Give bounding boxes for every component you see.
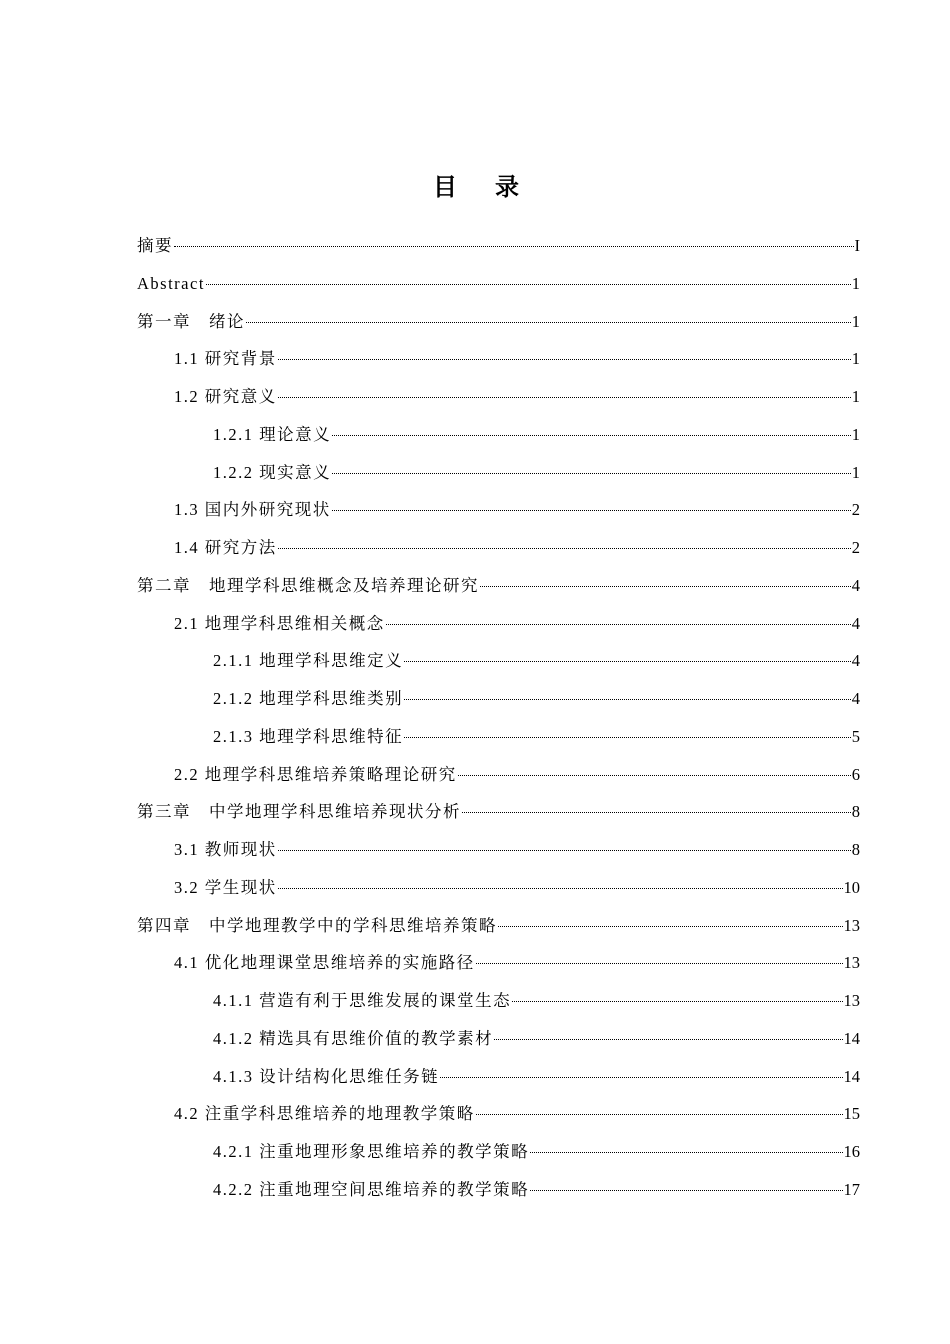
dot-leader: [246, 322, 851, 323]
toc-entry-page-number: 16: [843, 1142, 860, 1161]
toc-entry-page-number: 2: [851, 538, 860, 557]
toc-entry-label: 1.2 研究意义: [174, 387, 277, 406]
dot-leader: [278, 359, 851, 360]
dot-leader: [332, 435, 851, 436]
dot-leader: [278, 850, 851, 851]
toc-entry[interactable]: [137, 340, 860, 378]
toc-entry[interactable]: [137, 265, 860, 303]
toc-entry-page-number: 13: [843, 953, 860, 973]
dot-leader: [476, 1114, 843, 1115]
toc-entry-label: 3.1 教师现状: [174, 840, 277, 859]
toc-entry-page-number: 10: [843, 877, 860, 897]
dot-leader: [530, 1152, 842, 1153]
toc-entry-label: 2.1.1 地理学科思维定义: [213, 651, 404, 671]
toc-entry[interactable]: [137, 1095, 860, 1133]
toc-entry[interactable]: [137, 831, 860, 869]
toc-entry[interactable]: [137, 793, 860, 831]
dot-leader: [404, 737, 851, 738]
dot-leader: [174, 246, 854, 247]
toc-entry[interactable]: [137, 491, 860, 529]
toc-entry-page-number: 4: [851, 651, 860, 671]
toc-entry-label: 4.1.1 营造有利于思维发展的课堂生态: [213, 991, 512, 1010]
page-title: 目录: [433, 173, 557, 201]
dot-leader: [476, 963, 843, 964]
toc-entry[interactable]: [137, 642, 860, 680]
toc-entry-label: 4.1.3 设计结构化思维任务链: [213, 1066, 440, 1086]
toc-entry-label: 4.2 注重学科思维培养的地理教学策略: [174, 1104, 475, 1124]
toc-entry-label: 2.1.2 地理学科思维类别: [213, 689, 404, 708]
toc-entry-label: 1.2.2 现实意义: [213, 462, 332, 482]
toc-entry-label: 摘要: [137, 236, 173, 255]
toc-entry-label: 2.2 地理学科思维培养策略理论研究: [174, 764, 457, 784]
toc-entry-page-number: 1: [851, 424, 860, 444]
dot-leader: [462, 812, 851, 813]
toc-entry-page-number: 8: [851, 802, 860, 822]
toc-entry-label: 4.1 优化地理课堂思维培养的实施路径: [174, 953, 475, 973]
toc-entry-page-number: 1: [851, 311, 860, 331]
toc-entry-label: 第二章 地理学科思维概念及培养理论研究: [137, 575, 479, 595]
dot-leader: [494, 1039, 842, 1040]
toc-entry-page-number: I: [854, 236, 860, 255]
toc-entry-page-number: 13: [843, 991, 860, 1010]
toc-entry-page-number: 14: [843, 1066, 860, 1086]
dot-leader: [278, 888, 843, 889]
toc-entry-page-number: 14: [843, 1028, 860, 1048]
dot-leader: [404, 661, 851, 662]
toc-entry-page-number: 1: [851, 349, 860, 369]
dot-leader: [440, 1077, 842, 1078]
toc-entry[interactable]: [137, 718, 860, 756]
toc-entry-label: 1.4 研究方法: [174, 538, 277, 557]
toc-entry-label: 4.1.2 精选具有思维价值的教学素材: [213, 1028, 494, 1048]
toc-entry-page-number: 15: [843, 1104, 860, 1124]
toc-entry[interactable]: [137, 1133, 860, 1171]
toc-entry[interactable]: [137, 756, 860, 794]
toc-entry-page-number: 1: [851, 387, 860, 406]
dot-leader: [480, 586, 851, 587]
toc-entry[interactable]: [137, 416, 860, 454]
toc-entry-page-number: 2: [851, 500, 860, 520]
toc-entry-label: Abstract: [137, 273, 205, 293]
toc-entry-label: 2.1 地理学科思维相关概念: [174, 613, 385, 633]
dot-leader: [332, 510, 851, 511]
toc-entry[interactable]: [137, 454, 860, 492]
toc-entry-label: 4.2.1 注重地理形象思维培养的教学策略: [213, 1142, 530, 1161]
toc-entry[interactable]: [137, 944, 860, 982]
toc-entry-label: 第三章 中学地理学科思维培养现状分析: [137, 802, 461, 822]
toc-entry-page-number: 1: [851, 273, 860, 293]
dot-leader: [332, 473, 851, 474]
toc-entry-page-number: 6: [851, 764, 860, 784]
toc-entry-label: 4.2.2 注重地理空间思维培养的教学策略: [213, 1179, 530, 1199]
toc-entry-label: 1.2.1 理论意义: [213, 424, 332, 444]
toc-entry[interactable]: [137, 680, 860, 718]
dot-leader: [498, 926, 843, 927]
dot-leader: [278, 548, 851, 549]
toc-entry-page-number: 13: [843, 915, 860, 935]
dot-leader: [530, 1190, 842, 1191]
toc-entry-page-number: 8: [851, 840, 860, 859]
toc-entry-page-number: 5: [851, 726, 860, 746]
toc-entry[interactable]: [137, 529, 860, 567]
dot-leader: [206, 284, 851, 285]
table-of-contents: [137, 227, 860, 1209]
dot-leader: [278, 397, 851, 398]
toc-entry-page-number: 4: [851, 575, 860, 595]
toc-entry-label: 2.1.3 地理学科思维特征: [213, 726, 404, 746]
toc-entry[interactable]: [137, 378, 860, 416]
toc-entry-label: 1.3 国内外研究现状: [174, 500, 331, 520]
toc-entry[interactable]: [137, 605, 860, 643]
toc-entry[interactable]: [137, 1058, 860, 1096]
toc-entry-page-number: 4: [851, 613, 860, 633]
dot-leader: [404, 699, 851, 700]
toc-entry[interactable]: [137, 227, 860, 265]
dot-leader: [386, 624, 851, 625]
toc-entry-page-number: 1: [851, 462, 860, 482]
toc-entry-label: 1.1 研究背景: [174, 349, 277, 369]
toc-entry[interactable]: [137, 907, 860, 945]
toc-entry-page-number: 17: [843, 1179, 860, 1199]
toc-entry[interactable]: [137, 1171, 860, 1209]
toc-entry[interactable]: [137, 869, 860, 907]
toc-entry-label: 第四章 中学地理教学中的学科思维培养策略: [137, 915, 497, 935]
toc-entry[interactable]: [137, 982, 860, 1020]
dot-leader: [458, 775, 851, 776]
dot-leader: [512, 1001, 842, 1002]
toc-entry[interactable]: [137, 303, 860, 341]
toc-entry-label: 第一章 绪论: [137, 311, 245, 331]
toc-entry[interactable]: [137, 1020, 860, 1058]
toc-entry-page-number: 4: [851, 689, 860, 708]
toc-entry-label: 3.2 学生现状: [174, 877, 277, 897]
toc-entry[interactable]: [137, 567, 860, 605]
